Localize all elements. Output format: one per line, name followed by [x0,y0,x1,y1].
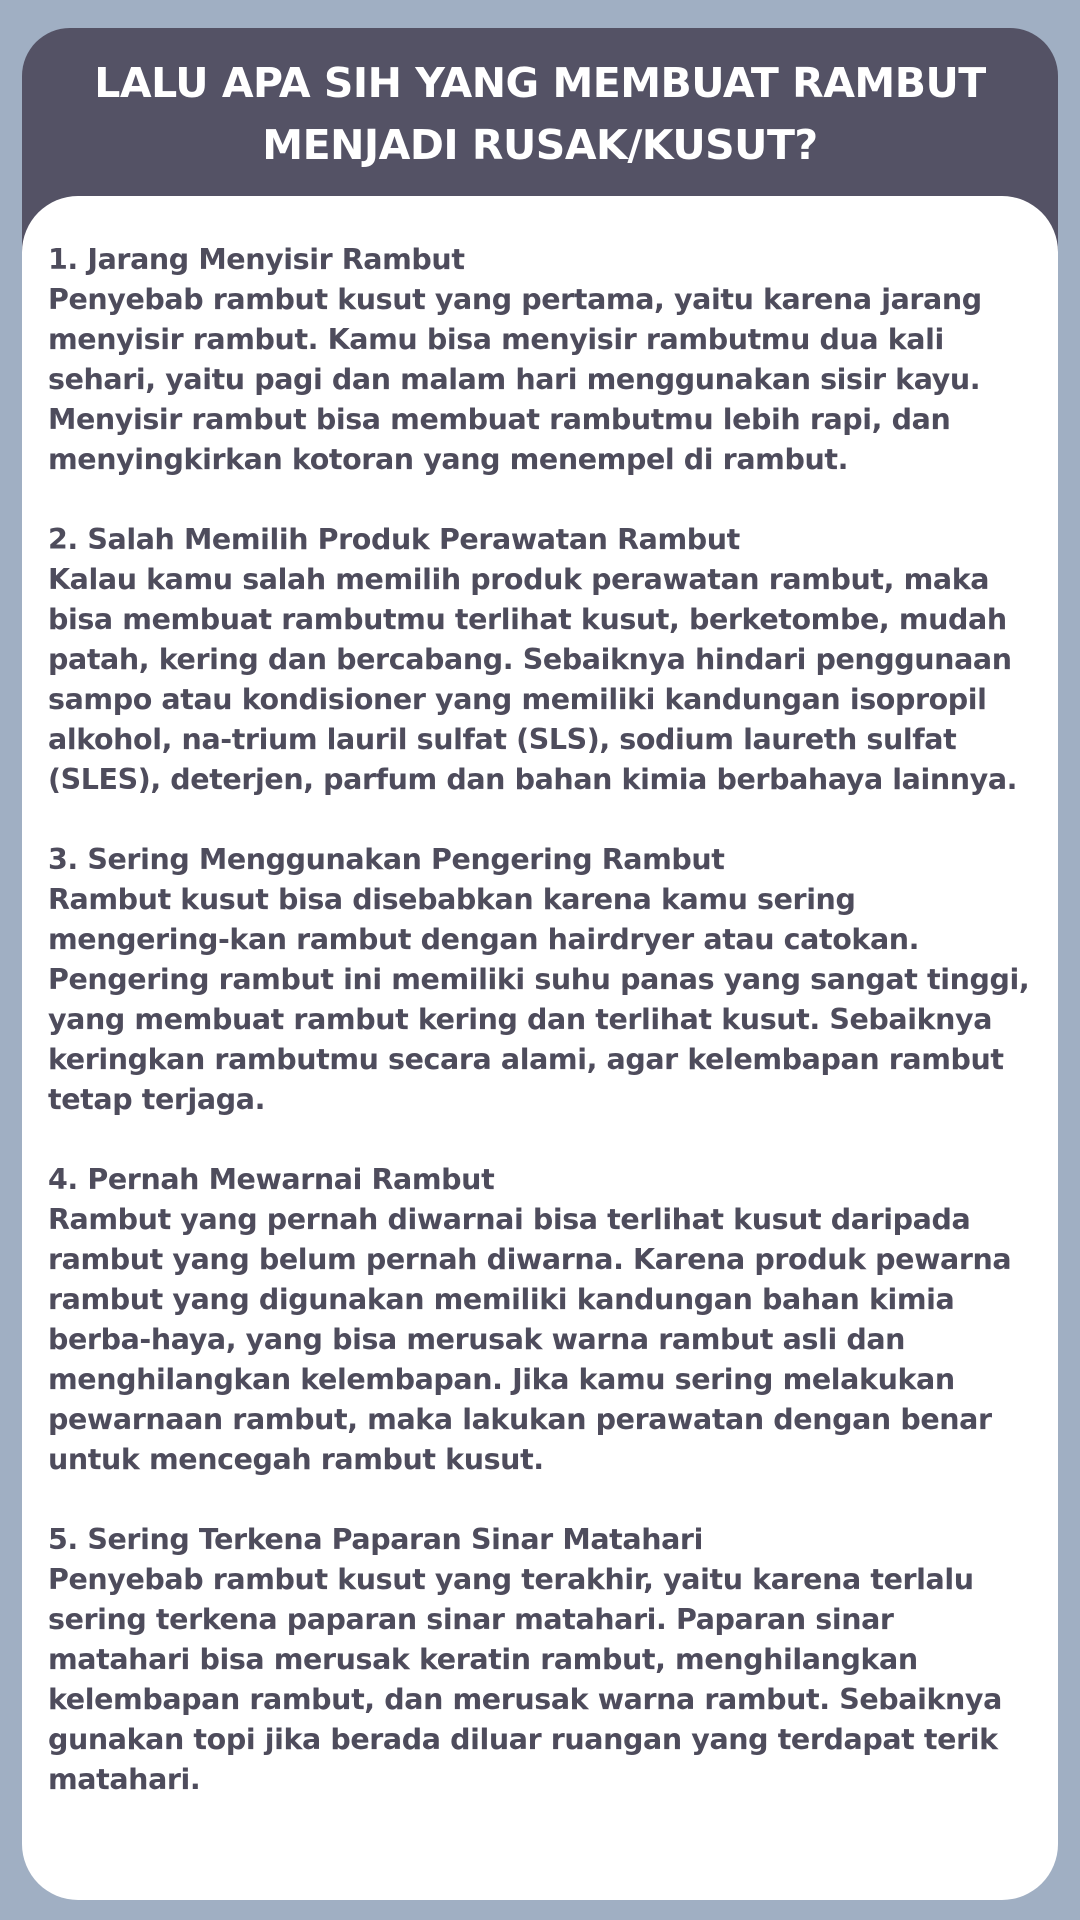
item-title: 4. Pernah Mewarnai Rambut [48,1163,495,1196]
list-item [48,840,1032,1120]
item-body: Penyebab rambut kusut yang terakhir, yaitu karena terlalu sering terkena paparan sinar matahari. Paparan sinar matahari bisa merusak keratin rambut, menghilangkan kelembapan rambut, dan merusak warna rambut. Sebaiknya gunakan topi jika berada diluar ruangan yang terdapat terik matahari. [48,1563,1002,1796]
item-body: Rambut kusut bisa disebabkan karena kamu sering mengering-kan rambut dengan hairdryer atau catokan. Pengering rambut ini memiliki suhu panas yang sangat tinggi, yang membuat rambut kering dan terlihat kusut. Sebaiknya keringkan rambutmu secara alami, agar kelembapan rambut tetap terjaga. [48,883,1030,1116]
item-body: Rambut yang pernah diwarnai bisa terlihat kusut daripada rambut yang belum pernah diwarna. Karena produk pewarna rambut yang digunakan memiliki kandungan bahan kimia berba-haya, yang bisa merusak warna rambut asli dan menghilangkan kelembapan. Jika kamu sering melakukan pewarnaan rambut, maka lakukan perawatan dengan benar untuk mencegah rambut kusut. [48,1203,1012,1476]
item-title: 1. Jarang Menyisir Rambut [48,243,465,276]
item-title: 3. Sering Menggunakan Pengering Rambut [48,843,725,876]
list-item [48,1160,1032,1480]
item-title: 5. Sering Terkena Paparan Sinar Matahari [48,1523,703,1556]
page-title: LALU APA SIH YANG MEMBUAT RAMBUT MENJADI RUSAK/KUSUT? [94,59,986,169]
item-body: Kalau kamu salah memilih produk perawatan rambut, maka bisa membuat rambutmu terlihat kusut, berketombe, mudah patah, kering dan bercabang. Sebaiknya hindari penggunaan sampo atau kondisioner yang memiliki kandungan isopropil alkohol, na-trium lauril sulfat (SLS), sodium laureth sulfat (SLES), deterjen, parfum dan bahan kimia berbahaya lainnya. [48,563,1018,796]
list-item [48,1520,1032,1800]
content-card [22,196,1058,1900]
item-body: Penyebab rambut kusut yang pertama, yaitu karena jarang menyisir rambut. Kamu bisa menyisir rambutmu dua kali sehari, yaitu pagi dan malam hari menggunakan sisir kayu. Menyisir rambut bisa membuat rambutmu lebih rapi, dan menyingkirkan kotoran yang menempel di rambut. [48,283,982,476]
item-title: 2. Salah Memilih Produk Perawatan Rambut [48,523,740,556]
list-item [48,520,1032,800]
list-item [48,240,1032,480]
